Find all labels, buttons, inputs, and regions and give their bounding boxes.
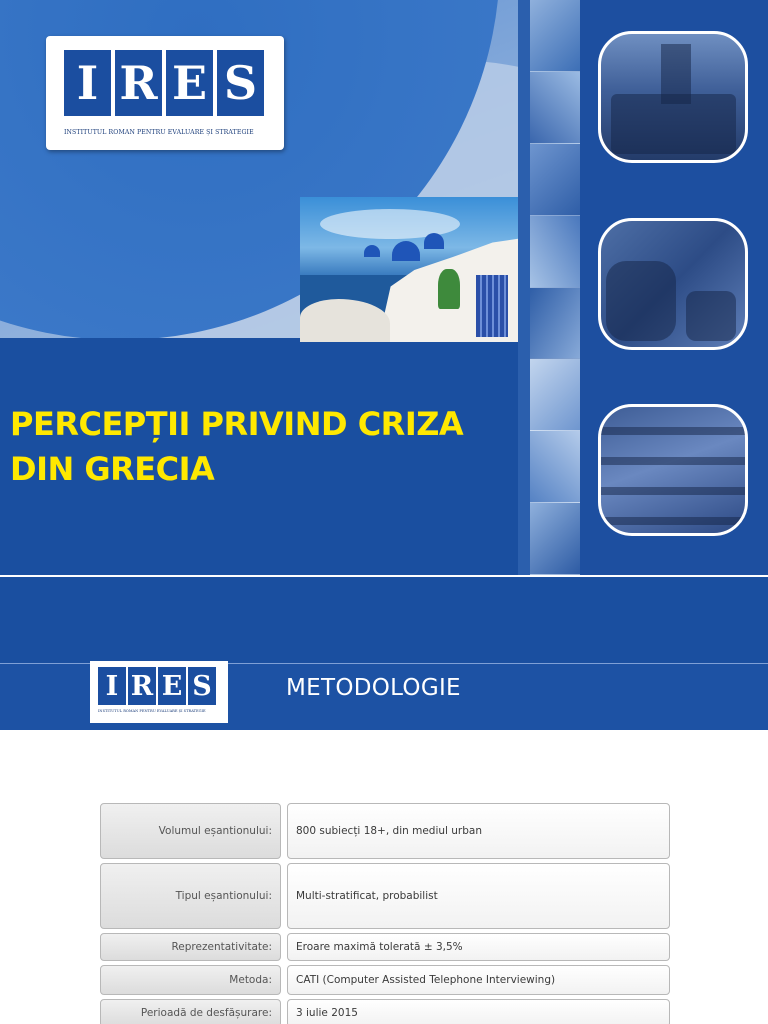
logo-letter: S [217, 50, 264, 116]
street-photo [598, 31, 748, 163]
strip-image [530, 216, 580, 288]
table-row [100, 803, 670, 859]
row-value: 800 subiecți 18+, din mediul urban [287, 803, 670, 859]
strip-image [530, 431, 580, 503]
strip-image [530, 503, 580, 575]
section-heading: METODOLOGIE [286, 675, 461, 701]
strip-image [530, 72, 580, 144]
row-label: Reprezentativitate: [100, 933, 281, 961]
row-value: CATI (Computer Assisted Telephone Interviewing) [287, 965, 670, 995]
logo-subtitle: INSTITUTUL ROMÂN PENTRU EVALUARE ȘI STRATEGIE [64, 129, 254, 136]
row-value: Multi-stratificat, probabilist [287, 863, 670, 929]
logo-letter: R [128, 667, 156, 705]
row-value: Eroare maximă tolerată ± 3,5% [287, 933, 670, 961]
ires-logo-small [90, 661, 228, 723]
logo-letter: E [166, 50, 213, 116]
strip-image [530, 144, 580, 216]
photo-plant [438, 269, 460, 309]
methodology-slide [0, 577, 768, 1024]
image-strip [530, 0, 580, 575]
photo-dome [424, 233, 444, 249]
logo-letter: I [64, 50, 111, 116]
row-label: Metoda: [100, 965, 281, 995]
strip-image [530, 359, 580, 431]
row-value: 3 iulie 2015 [287, 999, 670, 1024]
table-row [100, 965, 670, 995]
table-row [100, 999, 670, 1024]
table-row [100, 933, 670, 961]
strip-image [530, 288, 580, 360]
logo-letter: S [188, 667, 216, 705]
logo-letter: E [158, 667, 186, 705]
supermarket-photo [598, 404, 748, 536]
methodology-table [100, 803, 670, 1024]
photo-dome [392, 241, 420, 261]
photo-door [476, 275, 508, 337]
row-label: Tipul eșantionului: [100, 863, 281, 929]
traffic-photo [598, 218, 748, 350]
santorini-photo [300, 197, 518, 342]
strip-image [530, 0, 580, 72]
logo-letter: R [115, 50, 162, 116]
header-top [0, 577, 768, 663]
photo-dome [364, 245, 380, 257]
title-line-2: DIN GRECIA [10, 450, 215, 488]
logo-letter: I [98, 667, 126, 705]
slide-title [10, 402, 510, 492]
logo-letters [98, 667, 216, 705]
row-label: Volumul eșantionului: [100, 803, 281, 859]
row-label: Perioadă de desfășurare: [100, 999, 281, 1024]
title-line-1: PERCEPȚII PRIVIND CRIZA [10, 405, 464, 443]
logo-subtitle: INSTITUTUL ROMÂN PENTRU EVALUARE ȘI STRATEGIE [98, 709, 206, 713]
divider-bar [518, 0, 530, 575]
table-row [100, 863, 670, 929]
ires-logo [46, 36, 284, 150]
logo-letters [64, 50, 264, 116]
